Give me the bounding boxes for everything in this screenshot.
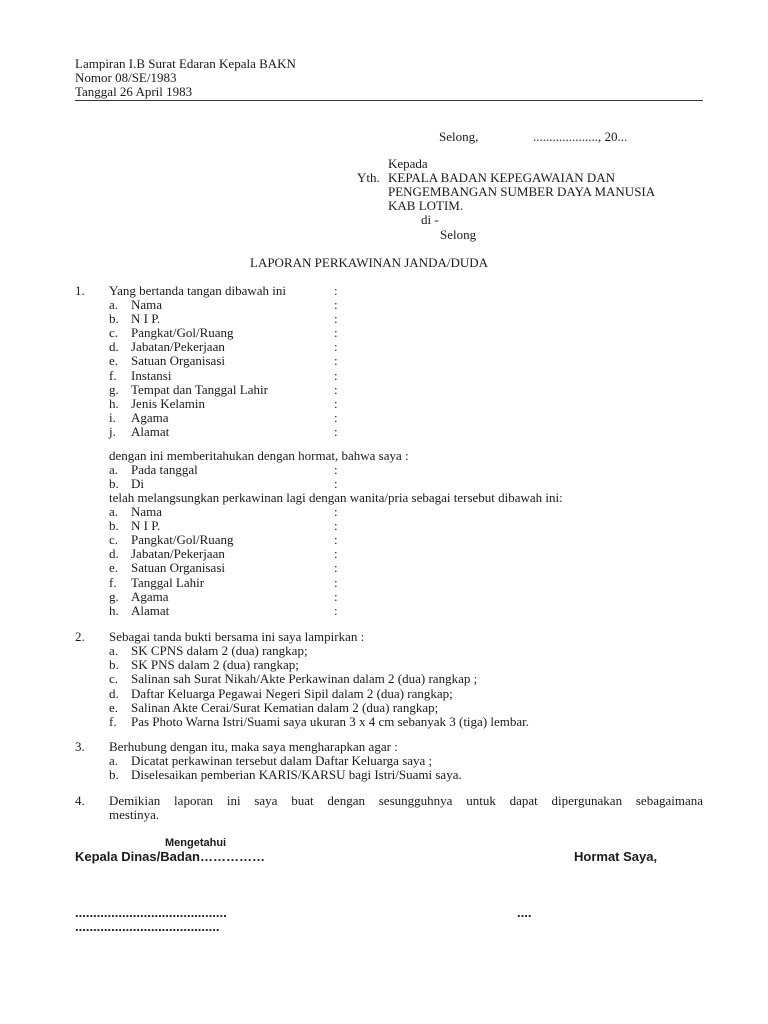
request-item-letter: b. (109, 767, 119, 782)
spouse-field-row (0, 533, 768, 547)
applicant-field-label: Alamat (131, 423, 170, 439)
spouse-field-label: Tanggal Lahir (131, 574, 205, 590)
marriage-field-label: Di (131, 476, 144, 491)
attachment-item-row (0, 687, 768, 701)
attachment-item-letter: e. (109, 699, 119, 715)
attachment-item-row (0, 644, 768, 658)
spouse-field-letter: d. (109, 546, 119, 562)
head-signature-line-1: .......................................... (75, 905, 227, 920)
applicant-field-label: Pangkat/Gol/Ruang (131, 325, 234, 341)
spouse-intro: telah melangsungkan perkawinan lagi dengan wanita/pria sebagai tersebut dibawah ini: (109, 490, 563, 505)
spouse-field-letter: e. (109, 560, 119, 576)
addressee-kepada: Kepada (388, 156, 428, 171)
applicant-field-letter: g. (109, 381, 119, 397)
applicant-field-row (0, 383, 768, 397)
applicant-field-label: Jabatan/Pekerjaan (131, 339, 225, 355)
attachment-item-label: Salinan sah Surat Nikah/Akte Perkawinan dalam 2 (dua) rangkap ; (131, 671, 478, 687)
spouse-field-label: Agama (131, 588, 169, 604)
marriage-field-row (0, 463, 768, 477)
applicant-field-colon: : (334, 409, 338, 425)
spouse-field-colon: : (334, 504, 338, 519)
header-divider (75, 100, 703, 101)
spouse-field-letter: h. (109, 602, 119, 618)
attachment-item-label: SK CPNS dalam 2 (dua) rangkap; (131, 643, 308, 658)
applicant-field-letter: i. (109, 409, 116, 425)
attachment-item-label: Daftar Keluarga Pegawai Negeri Sipil dalam 2 (dua) rangkap; (131, 685, 453, 701)
applicant-field-row (0, 425, 768, 439)
applicant-field-label: N I P. (131, 311, 161, 327)
applicant-field-letter: b. (109, 311, 119, 327)
spouse-field-colon: : (334, 560, 338, 576)
marriage-field-label: Pada tanggal (131, 462, 198, 477)
request-item-letter: a. (109, 753, 119, 768)
marriage-field-colon: : (334, 476, 338, 491)
applicant-field-colon: : (334, 395, 338, 411)
applicant-field-colon: : (334, 367, 338, 383)
spouse-field-colon: : (334, 518, 338, 534)
section-1-number: 1. (75, 283, 85, 298)
marriage-field-letter: a. (109, 462, 119, 477)
closing-statement-line-1: Demikian laporan ini saya buat dengan sesungguhnya untuk dapat dipergunakan sebagaimana (109, 793, 703, 808)
section-1-intro: Yang bertanda tangan dibawah ini (109, 283, 287, 298)
applicant-field-label: Nama (131, 297, 163, 312)
section-4-number: 4. (75, 793, 85, 808)
spouse-field-letter: a. (109, 504, 119, 519)
spouse-field-label: Satuan Organisasi (131, 560, 225, 576)
spouse-field-label: Pangkat/Gol/Ruang (131, 532, 234, 548)
addressee-city: Selong (440, 227, 477, 242)
spouse-field-row (0, 604, 768, 618)
attachment-item-letter: a. (109, 643, 119, 658)
section-3-intro: Berhubung dengan itu, maka saya mengharapkan agar : (109, 739, 398, 754)
attachment-item-label: SK PNS dalam 2 (dua) rangkap; (131, 657, 299, 673)
spouse-field-letter: b. (109, 518, 119, 534)
sincerely-label: Hormat Saya, (574, 849, 658, 864)
place-label: Selong, (439, 129, 479, 144)
marriage-field-colon: : (334, 462, 338, 477)
attachment-item-letter: f. (109, 714, 117, 729)
attachment-item-letter: c. (109, 671, 119, 687)
request-item-label: Dicatat perkawinan tersebut dalam Daftar Keluarga saya ; (131, 753, 433, 768)
applicant-field-colon: : (334, 353, 338, 369)
applicant-field-label: Jenis Kelamin (131, 395, 206, 411)
spouse-field-colon: : (334, 574, 338, 590)
spouse-field-colon: : (334, 602, 338, 618)
attachment-item-row (0, 715, 768, 729)
applicant-signature-line: .... (517, 905, 532, 920)
section-3-number: 3. (75, 739, 85, 754)
spouse-field-label: N I P. (131, 518, 161, 534)
letter-date: Tanggal 26 April 1983 (75, 84, 193, 99)
marriage-field-letter: b. (109, 476, 119, 491)
section-1-intro-colon: : (334, 283, 338, 298)
applicant-field-row (0, 369, 768, 383)
attachment-item-row (0, 701, 768, 715)
addressee-line-1: KEPALA BADAN KEPEGAWAIAN DAN (388, 170, 616, 185)
applicant-field-row (0, 354, 768, 368)
marriage-field-row (0, 477, 768, 491)
applicant-field-letter: c. (109, 325, 119, 341)
addressee-line-2: PENGEMBANGAN SUMBER DAYA MANUSIA (388, 184, 656, 199)
acknowledged-label: Mengetahui (165, 837, 227, 849)
applicant-field-label: Instansi (131, 367, 172, 383)
applicant-field-row (0, 312, 768, 326)
applicant-field-colon: : (334, 311, 338, 327)
spouse-field-label: Nama (131, 504, 163, 519)
applicant-field-row (0, 340, 768, 354)
spouse-field-row (0, 590, 768, 604)
spouse-field-row (0, 547, 768, 561)
spouse-field-letter: c. (109, 532, 119, 548)
closing-statement-line-2: mestinya. (109, 807, 160, 822)
applicant-field-letter: d. (109, 339, 119, 355)
section-2-number: 2. (75, 629, 85, 644)
applicant-field-label: Agama (131, 409, 169, 425)
applicant-field-colon: : (334, 381, 338, 397)
head-of-agency-title: Kepala Dinas/Badan…………… (75, 849, 265, 864)
request-item-row (0, 754, 768, 768)
applicant-field-letter: a. (109, 297, 119, 312)
letter-number: Nomor 08/SE/1983 (75, 70, 177, 85)
applicant-field-letter: f. (109, 367, 117, 383)
document-title: LAPORAN PERKAWINAN JANDA/DUDA (250, 255, 489, 270)
applicant-field-letter: j. (109, 423, 116, 439)
attachment-item-row (0, 672, 768, 686)
request-item-label: Diselesaikan pemberian KARIS/KARSU bagi Istri/Suami saya. (131, 767, 462, 782)
applicant-field-row (0, 411, 768, 425)
attachment-item-letter: d. (109, 685, 119, 701)
spouse-field-colon: : (334, 532, 338, 548)
spouse-field-colon: : (334, 546, 338, 562)
addressee-yth: Yth. (357, 170, 380, 185)
applicant-field-colon: : (334, 325, 338, 341)
date-placeholder: ...................., 20... (533, 129, 628, 144)
applicant-field-colon: : (334, 423, 338, 439)
attachment-item-label: Salinan Akte Cerai/Surat Kematian dalam 2 (dua) rangkap; (131, 699, 439, 715)
applicant-field-row (0, 326, 768, 340)
attachment-item-letter: b. (109, 657, 119, 673)
applicant-field-label: Tempat dan Tanggal Lahir (131, 381, 268, 397)
spouse-field-letter: g. (109, 588, 119, 604)
attachment-item-label: Pas Photo Warna Istri/Suami saya ukuran 3 x 4 cm sebanyak 3 (tiga) lembar. (131, 714, 530, 729)
applicant-field-label: Satuan Organisasi (131, 353, 225, 369)
addressee-di: di - (421, 212, 439, 227)
applicant-field-row (0, 397, 768, 411)
applicant-field-letter: e. (109, 353, 119, 369)
applicant-field-colon: : (334, 297, 338, 312)
spouse-field-label: Jabatan/Pekerjaan (131, 546, 225, 562)
notify-statement: dengan ini memberitahukan dengan hormat, bahwa saya : (109, 448, 409, 463)
applicant-field-letter: h. (109, 395, 119, 411)
applicant-field-colon: : (334, 339, 338, 355)
attachment-item-row (0, 658, 768, 672)
spouse-field-row (0, 576, 768, 590)
spouse-field-row (0, 561, 768, 575)
spouse-field-letter: f. (109, 574, 117, 590)
attachment-reference: Lampiran I.B Surat Edaran Kepala BAKN (75, 56, 296, 71)
request-item-row (0, 768, 768, 782)
addressee-line-3: KAB LOTIM. (388, 198, 464, 213)
applicant-field-row (0, 298, 768, 312)
spouse-field-row (0, 505, 768, 519)
section-2-intro: Sebagai tanda bukti bersama ini saya lampirkan : (109, 629, 365, 644)
spouse-field-colon: : (334, 588, 338, 604)
spouse-field-label: Alamat (131, 602, 170, 618)
head-signature-line-2: ........................................ (75, 919, 220, 934)
spouse-field-row (0, 519, 768, 533)
